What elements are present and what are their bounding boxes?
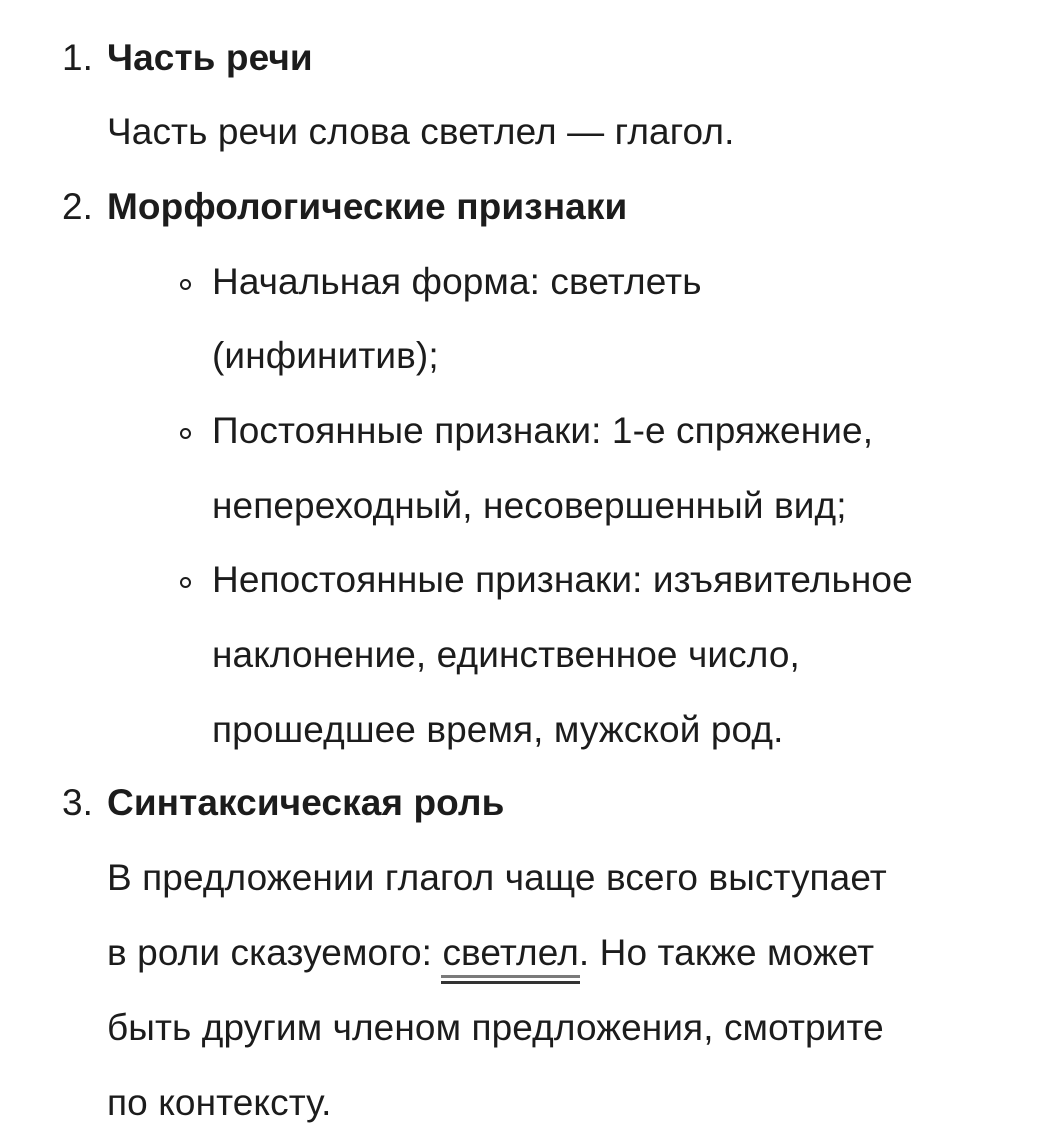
syntax-body-line-4: по контексту.	[107, 1082, 332, 1123]
predicate-word-double-underlined: светлел	[442, 932, 579, 973]
subitem-permanent-features-line-2: непереходный, несовершенный вид;	[212, 485, 847, 526]
item-number-2: 2.	[62, 186, 93, 227]
subitem-variable-features-line-3: прошедшее время, мужской род.	[212, 709, 784, 750]
hollow-circle-bullet-icon	[180, 577, 191, 588]
item-number-3: 3.	[62, 782, 93, 823]
syntax-body-line-1: В предложении глагол чаще всего выступает	[107, 857, 887, 898]
item-number-1: 1.	[62, 37, 93, 78]
syntax-body-line-2-before: в роли сказуемого:	[107, 932, 443, 973]
subitem-variable-features-line-2: наклонение, единственное число,	[212, 634, 800, 675]
subitem-variable-features-line-1: Непостоянные признаки: изъявительное	[212, 559, 913, 600]
hollow-circle-bullet-icon	[180, 428, 191, 439]
subitem-permanent-features-line-1: Постоянные признаки: 1-е спряжение,	[212, 410, 874, 451]
item-heading-syntax-role: Синтаксическая роль	[107, 782, 505, 823]
item-heading-morphology: Морфологические признаки	[107, 186, 628, 227]
syntax-body-line-3: быть другим членом предложения, смотрите	[107, 1007, 884, 1048]
item-heading-part-of-speech: Часть речи	[107, 37, 313, 78]
item-body-part-of-speech: Часть речи слова светлел — глагол.	[107, 111, 735, 152]
syntax-body-line-2	[107, 931, 874, 975]
subitem-initial-form-line-1: Начальная форма: светлеть	[212, 261, 702, 302]
subitem-initial-form-line-2: (инфинитив);	[212, 335, 439, 376]
hollow-circle-bullet-icon	[180, 279, 191, 290]
syntax-body-line-2-after: . Но также может	[578, 932, 875, 973]
